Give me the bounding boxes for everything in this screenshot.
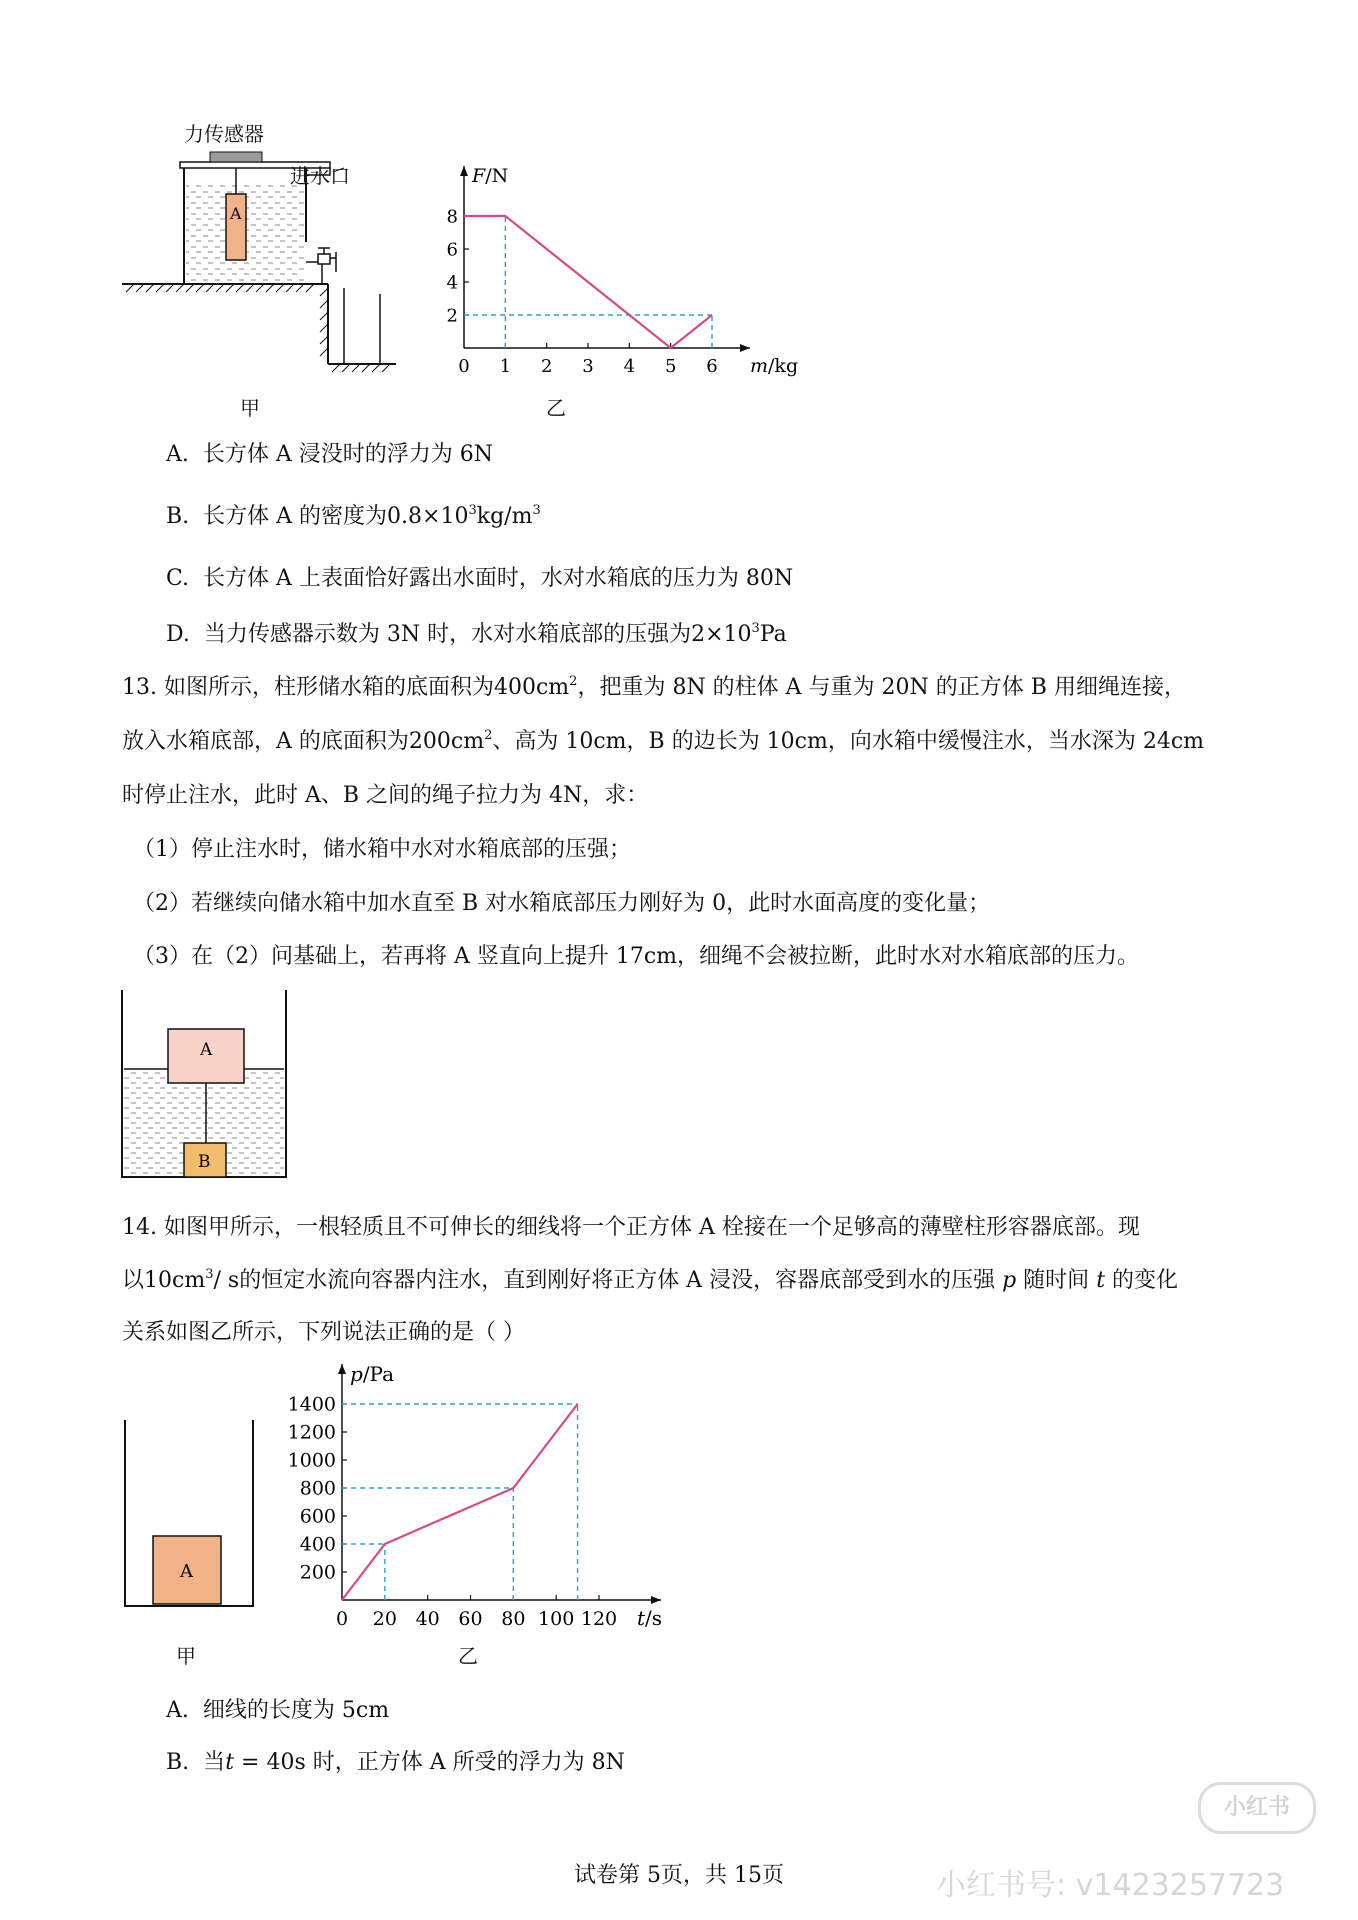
q12-chart-x-axis-label: m/kg [750, 355, 799, 377]
q14-chart-x-tick-label: 40 [415, 1608, 440, 1630]
q13-sub-2: （2）若继续向储水箱中加水直至 B 对水箱底部压力刚好为 0，此时水面高度的变化量； [133, 891, 991, 916]
q14-label-yi: 乙 [458, 1644, 478, 1668]
q12-option-a-letter: A. [166, 442, 189, 467]
q14-t-var: t [1096, 1268, 1106, 1293]
q12-chart-series-line [464, 216, 712, 348]
q12-option-d-prefix: 当力传感器示数为 3N 时，水对水箱底部的压强为 [203, 622, 692, 647]
q14-chart-x-tick-label: 60 [458, 1608, 483, 1630]
q14-chart-y-tick-label: 1400 [287, 1393, 336, 1416]
q14-rate-unit: / s [213, 1268, 240, 1293]
q14-line-1: 14. 如图甲所示，一根轻质且不可伸长的细线将一个正方体 A 栓接在一个足够高的薄壁柱形容器底部。现 [122, 1215, 1140, 1240]
q12-label-yi: 乙 [546, 396, 566, 420]
q13-sub-3: （3）在（2）问基础上，若再将 A 竖直向上提升 17cm，细绳不会被拉断，此时水对水箱底部的压力。 [133, 944, 1140, 969]
q14-chart-x-tick-label: 0 [335, 1608, 349, 1630]
q12-chart-y-axis-label: F/N [472, 165, 509, 188]
q12-chart-x-tick-label: 5 [664, 356, 677, 377]
q13-line-1a: 13. 如图所示，柱形储水箱的底面积为 [122, 675, 494, 700]
q12-option-d-letter: D. [166, 622, 190, 647]
q14-chart-y-tick-label: 200 [299, 1561, 336, 1584]
q13-area-val: 400cm [493, 675, 570, 700]
q12-option-b [166, 502, 541, 532]
q12-fig-jia [118, 112, 418, 377]
q13-line-2a: 放入水箱底部，A 的底面积为 [122, 729, 409, 754]
q14-line-3: 关系如图乙所示，下列说法正确的是（ ） [122, 1320, 525, 1345]
q14-line-2c: 随时间 [1023, 1268, 1090, 1293]
q12-option-c-text: 长方体 A 上表面恰好露出水面时，水对水箱底的压力为 80N [203, 566, 794, 591]
q12-option-d-unit: Pa [759, 622, 787, 647]
q12-option-c [166, 564, 793, 594]
q14-p-var: p [1002, 1268, 1017, 1293]
q12-chart-y-tick-label: 2 [446, 305, 458, 327]
q14-option-b [166, 1748, 625, 1778]
q12-chart-x-tick-label: 0 [458, 356, 470, 377]
q12-option-d [166, 620, 787, 650]
q12-chart-y-tick-label: 4 [446, 272, 458, 294]
q14-chart-x-tick-label: 120 [580, 1608, 618, 1630]
q14-chart-y-tick-label: 800 [299, 1477, 336, 1500]
q12-option-b-unit-exp: 3 [532, 503, 541, 518]
q12-chart-y-arrow [460, 166, 468, 176]
q14-chart-x-tick-label: 20 [372, 1608, 397, 1630]
q12-fig-block-label: A [230, 204, 242, 223]
q14-chart-x-axis-label: t/s [637, 1606, 663, 1630]
q12-option-b-val: 0.8×10 [387, 504, 469, 529]
q12-option-b-prefix: 长方体 A 的密度为 [203, 504, 388, 529]
q12-chart-y-tick-label: 6 [446, 239, 458, 261]
q14-chart-x-tick-label: 80 [501, 1608, 526, 1630]
q14-option-a [166, 1696, 389, 1726]
q14-option-a-letter: A. [166, 1698, 189, 1723]
q13-area-exp: 2 [569, 674, 578, 689]
q14-fig-a: A [180, 1561, 193, 1582]
q14-line-2d: 的变化 [1112, 1268, 1179, 1293]
q13-fig-b: B [198, 1152, 211, 1172]
q13-areaA-exp: 2 [484, 728, 493, 743]
q12-chart-x-tick-label: 2 [540, 356, 553, 377]
q12-label-jia: 甲 [240, 396, 260, 420]
q12-chart [430, 150, 799, 390]
q12-option-d-val: 2×10 [691, 622, 752, 647]
q13-line-1b: ，把重为 8N 的柱体 A 与重为 20N 的正方体 B 用细绳连接， [577, 675, 1186, 700]
q13-fig-a: A [200, 1040, 213, 1060]
q13-areaA-val: 200cm [408, 729, 485, 754]
q14-option-b-prefix: 当 [203, 1750, 226, 1775]
q14-fig-jia [122, 1420, 262, 1620]
q14-rate-val: 10cm [144, 1268, 206, 1293]
q14-chart-y-tick-label: 600 [299, 1505, 336, 1528]
q14-line-2a: 以 [122, 1268, 145, 1293]
q13-line-3: 时停止注水，此时 A、B 之间的绳子拉力为 4N，求： [122, 783, 649, 808]
q12-inlet-label: 进水口 [290, 164, 350, 188]
q12-option-b-exp: 3 [468, 503, 477, 518]
q14-chart-y-tick-label: 1000 [287, 1449, 336, 1472]
q13-line-2 [122, 727, 1204, 757]
q14-option-b-letter: B. [166, 1750, 190, 1775]
q13-figure [118, 990, 298, 1190]
watermark-logo: 小红书 [1198, 1782, 1316, 1834]
q12-chart-x-arrow [740, 344, 750, 352]
q14-chart-x-tick-label: 100 [538, 1608, 575, 1630]
q14-chart [280, 1362, 680, 1636]
q12-option-b-letter: B. [166, 504, 190, 529]
q14-rate-exp: 3 [205, 1267, 214, 1282]
q14-line-2 [122, 1266, 1178, 1296]
q12-chart-x-tick-label: 3 [582, 356, 594, 377]
q12-option-a-text: 长方体 A 浸没时的浮力为 6N [202, 442, 494, 467]
watermark-id: 小红书号: v1423257723 [936, 1868, 1285, 1903]
q14-chart-y-tick-label: 1200 [287, 1421, 336, 1444]
q12-option-b-unit: kg/m [476, 504, 533, 529]
q12-option-c-letter: C. [166, 566, 190, 591]
q14-option-b-mid: = 40s 时，正方体 A 所受的浮力为 8N [234, 1750, 625, 1775]
q14-chart-series-line [342, 1404, 578, 1600]
q14-chart-y-arrow [338, 1364, 346, 1374]
q13-line-2b: 、高为 10cm，B 的边长为 10cm，向水箱中缓慢注水，当水深为 24cm [492, 729, 1205, 754]
q13-sub-1: （1）停止注水时，储水箱中水对水箱底部的压强； [133, 837, 631, 862]
q12-sensor-label: 力传感器 [184, 122, 264, 146]
q14-label-jia: 甲 [176, 1644, 196, 1668]
q13-line-1 [122, 673, 1186, 703]
q14-chart-x-arrow [651, 1596, 661, 1604]
q12-chart-x-tick-label: 4 [623, 356, 636, 377]
page-footer: 试卷第 5页，共 15页 [574, 1863, 784, 1888]
q14-chart-y-axis-label: p/Pa [350, 1362, 395, 1387]
q12-chart-x-tick-label: 1 [499, 356, 512, 377]
q12-option-d-exp: 3 [751, 621, 760, 636]
q12-option-a [166, 440, 493, 470]
q14-option-a-text: 细线的长度为 5cm [202, 1698, 390, 1723]
q14-line-2b: 的恒定水流向容器内注水，直到刚好将正方体 A 浸没，容器底部受到水的压强 [239, 1268, 996, 1293]
q14-option-b-t: t [225, 1750, 235, 1775]
q12-chart-y-tick-label: 8 [446, 206, 458, 228]
q12-chart-x-tick-label: 6 [706, 356, 718, 377]
q14-chart-y-tick-label: 400 [299, 1533, 336, 1556]
